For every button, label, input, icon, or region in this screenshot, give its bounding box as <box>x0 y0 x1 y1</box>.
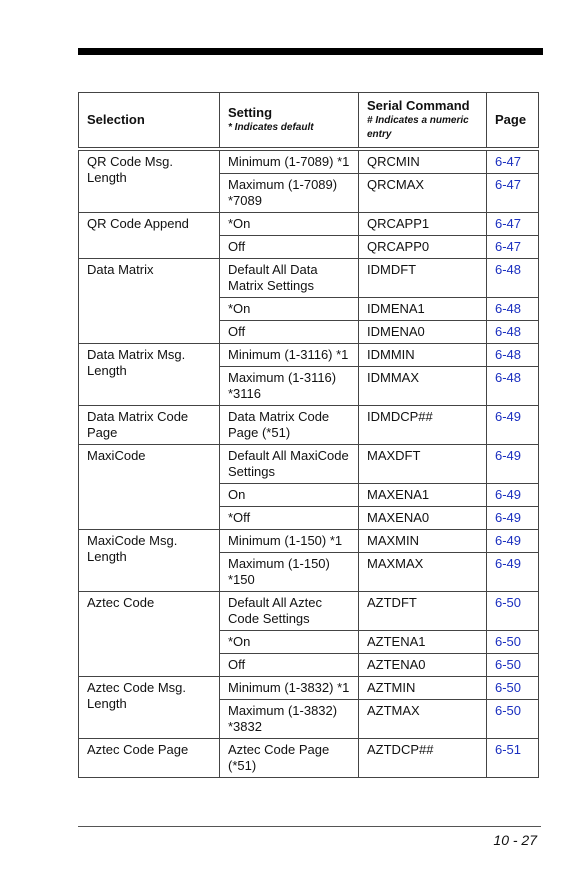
page-link[interactable]: 6-48 <box>495 369 522 385</box>
page-link[interactable]: 6-48 <box>495 300 522 316</box>
command-cell: IDMENA0 <box>359 320 487 343</box>
page-cell <box>487 366 539 405</box>
setting-cell: Default All Aztec Code Settings <box>220 591 359 630</box>
setting-cell: *On <box>220 630 359 653</box>
selection-cell: Aztec Code Page <box>79 738 220 777</box>
setting-cell: *On <box>220 297 359 320</box>
selection-cell: Data Matrix Msg. Length <box>79 343 220 405</box>
selection-cell: MaxiCode Msg. Length <box>79 529 220 591</box>
page-cell <box>487 506 539 529</box>
command-cell: QRCMIN <box>359 149 487 174</box>
page-cell <box>487 297 539 320</box>
page-cell <box>487 444 539 483</box>
table-row <box>79 676 539 699</box>
selection-cell: MaxiCode <box>79 444 220 529</box>
table-row <box>79 149 539 174</box>
top-rule <box>78 48 543 55</box>
page-number: 10 - 27 <box>493 832 537 848</box>
page-cell <box>487 738 539 777</box>
header-selection: Selection <box>79 93 220 149</box>
command-cell: AZTMAX <box>359 699 487 738</box>
page-link[interactable]: 6-48 <box>495 323 522 339</box>
page-link[interactable]: 6-49 <box>495 408 522 424</box>
command-cell: IDMMAX <box>359 366 487 405</box>
setting-cell: Minimum (1-3116) *1 <box>220 343 359 366</box>
page-cell <box>487 630 539 653</box>
page-link[interactable]: 6-50 <box>495 702 522 718</box>
selection-cell: Data Matrix <box>79 258 220 343</box>
page-cell <box>487 591 539 630</box>
page-cell <box>487 483 539 506</box>
page-cell <box>487 320 539 343</box>
command-cell: QRCAPP0 <box>359 235 487 258</box>
page-cell <box>487 405 539 444</box>
command-cell: QRCAPP1 <box>359 212 487 235</box>
setting-cell: Default All Data Matrix Settings <box>220 258 359 297</box>
command-cell: MAXENA0 <box>359 506 487 529</box>
command-cell: MAXDFT <box>359 444 487 483</box>
selection-cell: QR Code Msg. Length <box>79 149 220 213</box>
table-row <box>79 738 539 777</box>
header-setting-note: * Indicates default <box>228 121 314 133</box>
setting-cell: Minimum (1-3832) *1 <box>220 676 359 699</box>
setting-cell: Maximum (1-150) *150 <box>220 552 359 591</box>
setting-cell: Maximum (1-3116) *3116 <box>220 366 359 405</box>
setting-cell: Maximum (1-7089) *7089 <box>220 173 359 212</box>
page-link[interactable]: 6-47 <box>495 153 522 169</box>
page-link[interactable]: 6-48 <box>495 261 522 277</box>
page-link[interactable]: 6-48 <box>495 346 522 362</box>
table-header <box>79 93 539 149</box>
command-cell: MAXMAX <box>359 552 487 591</box>
page-link[interactable]: 6-47 <box>495 215 522 231</box>
header-page: Page <box>487 93 539 149</box>
page-link[interactable]: 6-50 <box>495 594 522 610</box>
page-cell <box>487 258 539 297</box>
header-serial-command: Serial Command # Indicates a numeric entry <box>359 93 487 149</box>
page-link[interactable]: 6-51 <box>495 741 522 757</box>
command-cell: IDMDCP## <box>359 405 487 444</box>
selection-cell: Data Matrix Code Page <box>79 405 220 444</box>
page-cell <box>487 653 539 676</box>
setting-cell: *On <box>220 212 359 235</box>
table-row <box>79 529 539 552</box>
header-serial-note: # Indicates a numeric entry <box>367 114 469 140</box>
header-setting: Setting * Indicates default <box>220 93 359 149</box>
page-link[interactable]: 6-49 <box>495 486 522 502</box>
setting-cell: Data Matrix Code Page (*51) <box>220 405 359 444</box>
page-link[interactable]: 6-50 <box>495 633 522 649</box>
page-cell <box>487 676 539 699</box>
page-cell <box>487 149 539 174</box>
page-link[interactable]: 6-49 <box>495 509 522 525</box>
page-cell <box>487 343 539 366</box>
page-link[interactable]: 6-47 <box>495 176 522 192</box>
page-cell <box>487 212 539 235</box>
page-link[interactable]: 6-47 <box>495 238 522 254</box>
setting-cell: Off <box>220 320 359 343</box>
setting-cell: Off <box>220 653 359 676</box>
table-row <box>79 591 539 630</box>
command-cell: AZTENA1 <box>359 630 487 653</box>
command-cell: MAXENA1 <box>359 483 487 506</box>
setting-cell: Maximum (1-3832) *3832 <box>220 699 359 738</box>
table-row <box>79 212 539 235</box>
table-row <box>79 444 539 483</box>
command-cell: AZTENA0 <box>359 653 487 676</box>
page-link[interactable]: 6-49 <box>495 555 522 571</box>
table-row <box>79 405 539 444</box>
table-body <box>79 149 539 778</box>
page-link[interactable]: 6-50 <box>495 679 522 695</box>
command-cell: IDMMIN <box>359 343 487 366</box>
setting-cell: Aztec Code Page (*51) <box>220 738 359 777</box>
selection-cell: Aztec Code Msg. Length <box>79 676 220 738</box>
command-cell: AZTMIN <box>359 676 487 699</box>
command-cell: MAXMIN <box>359 529 487 552</box>
bottom-rule <box>78 826 541 827</box>
page-cell <box>487 529 539 552</box>
command-cell: AZTDFT <box>359 591 487 630</box>
setting-cell: Minimum (1-150) *1 <box>220 529 359 552</box>
setting-cell: On <box>220 483 359 506</box>
page-cell <box>487 699 539 738</box>
serial-command-table <box>78 92 539 778</box>
table-row <box>79 258 539 297</box>
setting-cell: Default All MaxiCode Settings <box>220 444 359 483</box>
command-cell: QRCMAX <box>359 173 487 212</box>
table-row <box>79 343 539 366</box>
command-cell: IDMENA1 <box>359 297 487 320</box>
selection-cell: QR Code Append <box>79 212 220 258</box>
page-link[interactable]: 6-49 <box>495 532 522 548</box>
page-cell <box>487 552 539 591</box>
command-cell: IDMDFT <box>359 258 487 297</box>
command-cell: AZTDCP## <box>359 738 487 777</box>
page-cell <box>487 173 539 212</box>
page-link[interactable]: 6-49 <box>495 447 522 463</box>
setting-cell: *Off <box>220 506 359 529</box>
page-link[interactable]: 6-50 <box>495 656 522 672</box>
page-cell <box>487 235 539 258</box>
setting-cell: Off <box>220 235 359 258</box>
setting-cell: Minimum (1-7089) *1 <box>220 149 359 174</box>
selection-cell: Aztec Code <box>79 591 220 676</box>
